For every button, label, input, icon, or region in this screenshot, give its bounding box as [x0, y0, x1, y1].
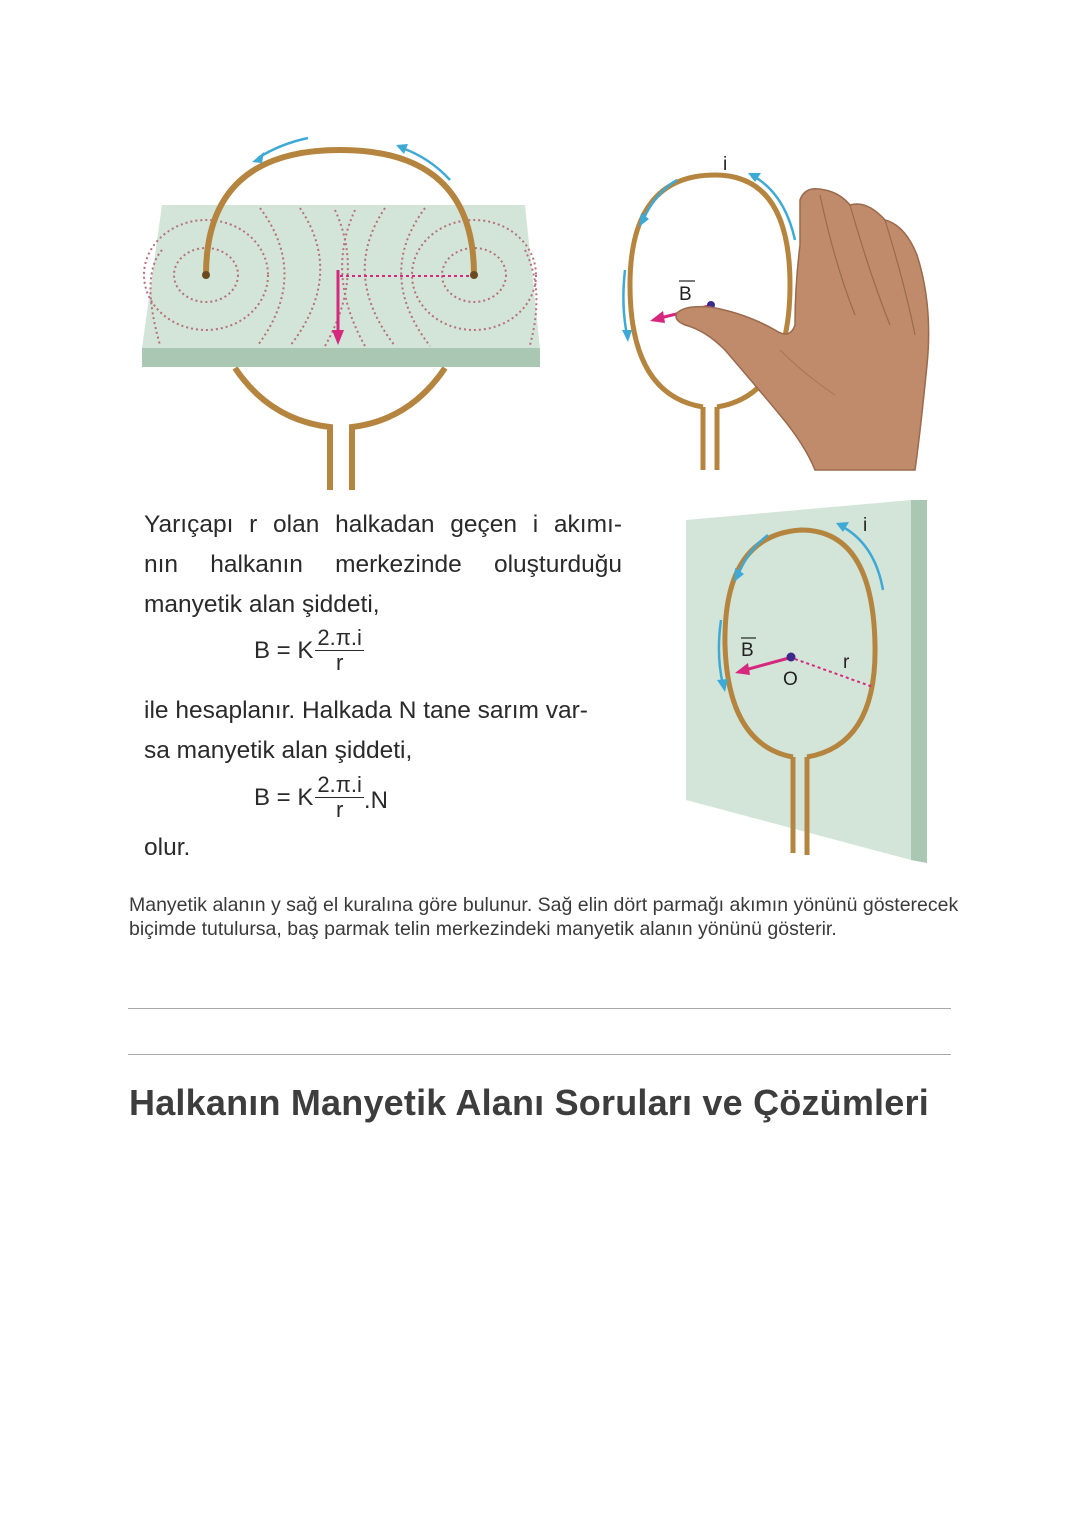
figure-loop-on-plate — [683, 495, 933, 867]
formula-lhs: B = K — [254, 636, 314, 664]
text-line-1 — [144, 505, 622, 545]
divider-1 — [128, 1008, 951, 1009]
word: geçen — [450, 511, 518, 538]
section-heading: Halkanın Manyetik Alanı Soruları ve Çözümleri — [129, 1082, 929, 1123]
fraction — [315, 626, 364, 675]
word: i — [532, 511, 539, 538]
field-label: B — [741, 640, 754, 661]
fraction-numerator: 2.π.i — [317, 625, 362, 650]
word: akımı- — [553, 511, 622, 538]
word: halkanın — [210, 551, 303, 578]
plate-side — [911, 500, 927, 863]
formula-single-loop — [254, 626, 364, 675]
word: halkadan — [335, 511, 435, 538]
center-label: O — [783, 669, 798, 690]
divider-2 — [128, 1054, 951, 1055]
word: Yarıçapı — [144, 511, 234, 538]
fraction-denominator: r — [335, 650, 344, 675]
formula-lhs: B = K — [254, 783, 314, 811]
fraction — [315, 773, 364, 822]
figure-loop-through-plate — [140, 130, 545, 490]
figure-right-hand-rule — [605, 145, 940, 475]
word: merkezinde — [335, 551, 462, 578]
radius-label: r — [843, 652, 850, 673]
word: nın — [144, 551, 179, 578]
formula-n-turns — [254, 773, 388, 822]
word: oluşturduğu — [493, 551, 622, 578]
fraction-numerator: 2.π.i — [317, 772, 362, 797]
formula-suffix: .N — [363, 786, 388, 814]
text-line-5: sa manyetik alan şiddeti, — [144, 737, 413, 764]
word: r — [249, 511, 258, 538]
hand-illustration — [676, 189, 929, 470]
text-line-2 — [144, 545, 622, 585]
fraction-denominator: r — [335, 797, 344, 822]
word: olan — [273, 511, 320, 538]
explanation-paragraph: Manyetik alanın y sağ el kuralına göre bulunur. Sağ elin dört parmağı akımın yönünü gösterecek biçimde tutulursa, baş parmak telin merkezindeki manyetik alanın yönünü gösterir. — [129, 894, 959, 940]
plate-edge — [142, 348, 540, 367]
text-line-6: olur. — [144, 834, 191, 861]
current-label: i — [863, 515, 868, 536]
field-label: B — [679, 284, 692, 305]
text-line-3: manyetik alan şiddeti, — [144, 591, 380, 618]
center-point — [787, 653, 796, 662]
text-line-4: ile hesaplanır. Halkada N tane sarım var- — [144, 697, 588, 724]
current-label: i — [723, 154, 728, 175]
